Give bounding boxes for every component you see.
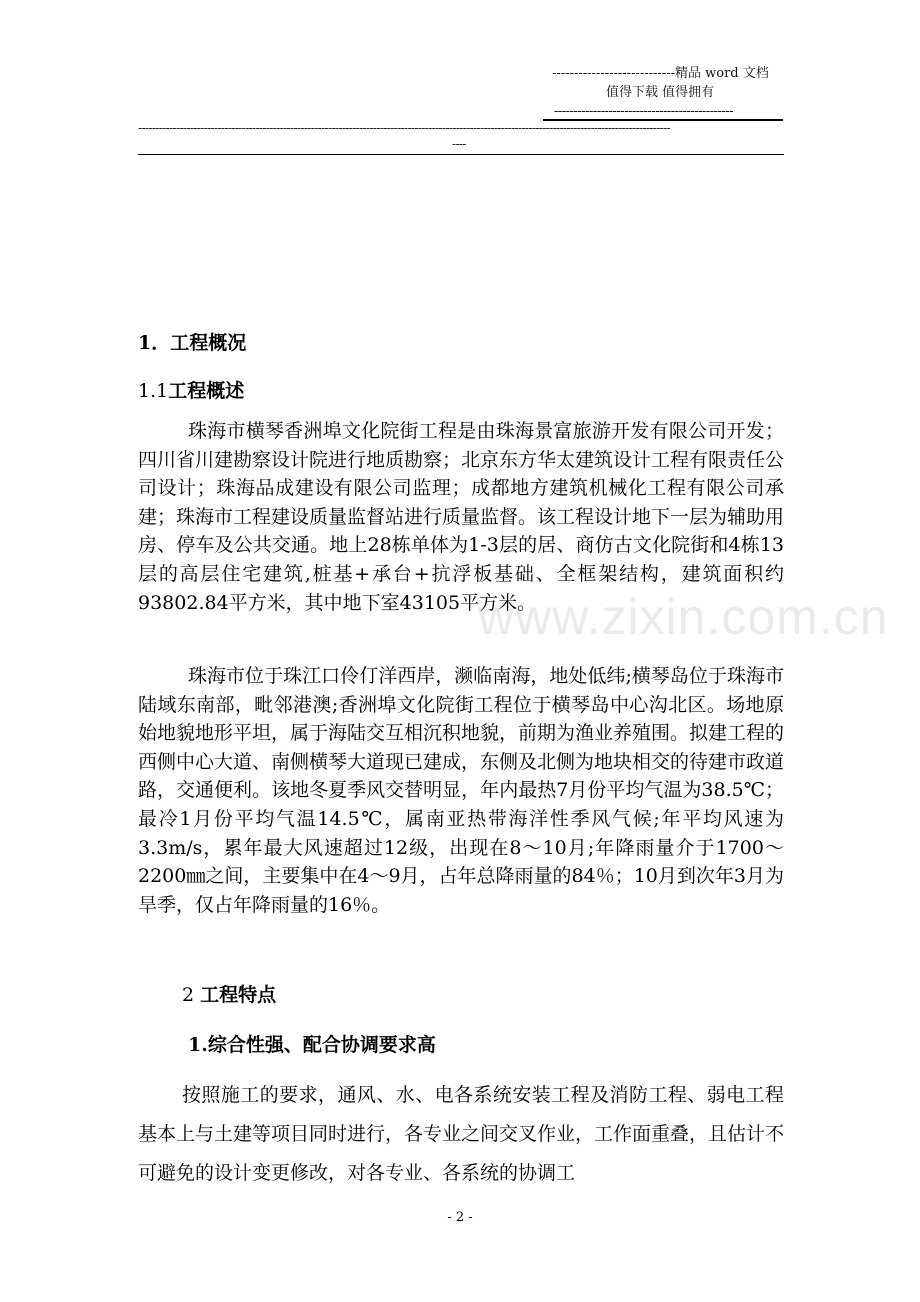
section-title: 工程概述 [168, 380, 245, 402]
page-number: - 2 - [447, 1210, 473, 1225]
watermark: www.zixin.com.cn [478, 589, 889, 645]
dash-separator: ---------------------------------------------------------------------------------------------------------------------------------------------------------- [138, 121, 671, 135]
paragraph-location: 珠海市位于珠江口伶仃洋西岸，濒临南海，地处低纬;横琴岛位于珠海市陆域东南部，毗邻港澳;香洲埠文化院街工程位于横琴岛中心沟北区。场地原始地貌地形平坦，属于海陆交互相沉积地貌，前期为渔业养殖围。拟建工程的西侧中心大道、南侧横琴大道现已建成，东侧及北侧为地块相交的待建市政道路，交通便利。该地冬夏季风交替明显，年内最热7月份平均气温为38.5℃；最冷1月份平均气温14.5℃，属南亚热带海洋性季风气候;年平均风速为3.3m/s，累年最大风速超过12级，出现在8～10月;年降雨量介于1700～2200㎜之间，主要集中在4～9月，占年总降雨量的84％；10月到次年3月为旱季，仅占年降雨量的16％。 [138, 665, 785, 916]
paragraph-overview: 珠海市横琴香洲埠文化院街工程是由珠海景富旅游开发有限公司开发；四川省川建勘察设计院进行地质勘察；北京东方华太建筑设计工程有限责任公司设计；珠海品成建设有限公司监理；成都地方建筑机械化工程有限公司承建；珠海市工程建设质量监督站进行质量监督。该工程设计地下一层为辅助用房、停车及公共交通。地上28栋单体为1-3层的居、商仿古文化院街和4栋13层的高层住宅建筑,桩基+承台+抗浮板基础、全框架结构，建筑面积约93802.84平方米，其中地下室43105平方米。 [138, 420, 785, 614]
header-dash-line: ---------------------------------------------- [554, 104, 734, 119]
section-heading-1-1 [138, 376, 244, 406]
paragraph-coordination: 按照施工的要求，通风、水、电各系统安装工程及消防工程、弱电工程基本上与土建等项目同时进行，各专业之间交叉作业，工作面重叠，且估计不可避免的设计变更修改，对各专业、各系统的协调工 [138, 1084, 785, 1184]
header-rule-long [138, 154, 784, 155]
dash-separator-tail: ---- [452, 137, 466, 151]
section-title: 工程特点 [200, 984, 277, 1006]
section-number: 1.1 [138, 380, 169, 402]
header-title: ----------------------------精品 word 文档 [552, 66, 769, 81]
section-heading-2 [182, 980, 276, 1010]
section-heading-1: 1．工程概况 [138, 332, 247, 354]
section-number: 2 [182, 984, 195, 1006]
header-subtitle: 值得下载 值得拥有 [606, 85, 715, 100]
subsection-heading: 1.综合性强、配合协调要求高 [188, 1034, 436, 1056]
